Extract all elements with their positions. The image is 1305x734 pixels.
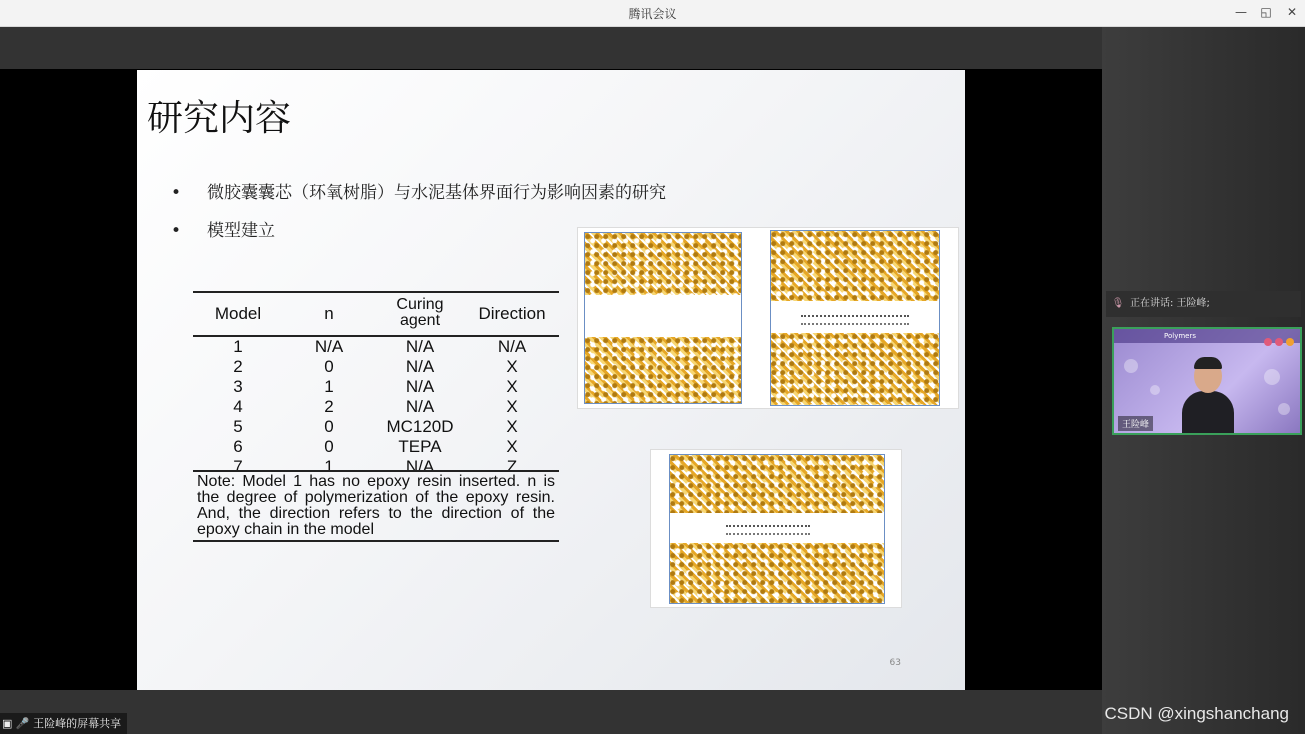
- table-cell: 0: [324, 357, 334, 376]
- bullet-text: 模型建立: [207, 221, 275, 241]
- screen-share-indicator[interactable]: [0, 713, 127, 734]
- cement-layer: [585, 233, 741, 295]
- close-icon[interactable]: ✕: [1286, 5, 1298, 19]
- cement-layer: [670, 543, 884, 603]
- table-row: [193, 417, 559, 437]
- table-cell: 1: [324, 377, 334, 396]
- top-strip: [0, 27, 1102, 69]
- table-cell: 2: [233, 357, 243, 376]
- table-cell: N/A: [314, 337, 344, 356]
- table-cell: 4: [233, 397, 243, 416]
- status-dot-icon: [1264, 338, 1272, 346]
- background-molecule-node: [1124, 359, 1138, 373]
- participant-video-tile[interactable]: [1112, 327, 1302, 435]
- bullet-dot-icon: •: [171, 221, 182, 241]
- cement-layer: [771, 333, 939, 405]
- bullet-text: 微胶囊囊芯（环氧树脂）与水泥基体界面行为影响因素的研究: [207, 183, 666, 203]
- molecular-model-image-bottom: [650, 449, 902, 608]
- table-row: [193, 336, 559, 357]
- molecular-model-image-top: [577, 227, 959, 409]
- person-body: [1182, 391, 1234, 433]
- window-titlebar: [0, 0, 1305, 27]
- participant-avatar: [1182, 359, 1234, 433]
- participant-name: 王险峰: [1118, 416, 1153, 431]
- shared-screen-area: [0, 27, 1102, 734]
- table-cell: X: [506, 357, 518, 376]
- column-header: Direction: [465, 292, 559, 336]
- table-cell: 3: [233, 377, 243, 396]
- column-header: Model: [193, 292, 283, 336]
- table-cell: N/A: [405, 337, 435, 356]
- background-molecule-node: [1278, 403, 1290, 415]
- table-cell: X: [506, 437, 518, 456]
- table-cell: X: [506, 377, 518, 396]
- table-cell: X: [506, 417, 518, 436]
- table-cell: 5: [233, 417, 243, 436]
- table-cell: N/A: [405, 397, 435, 416]
- bullet-item: [171, 216, 275, 241]
- background-molecule-node: [1150, 385, 1160, 395]
- table-row: [193, 397, 559, 417]
- table-cell: 7: [233, 457, 243, 476]
- table-cell: MC120D: [386, 417, 454, 436]
- epoxy-chain: [726, 525, 810, 535]
- model-box-empty: [584, 232, 742, 404]
- table-cell: N/A: [405, 377, 435, 396]
- table-cell: X: [506, 397, 518, 416]
- participant-sidebar: [1102, 27, 1305, 734]
- table-cell: N/A: [405, 357, 435, 376]
- table-cell: 6: [233, 437, 243, 456]
- presentation-slide: [137, 70, 965, 690]
- person-hair: [1194, 357, 1222, 369]
- table-header-row: [193, 292, 559, 336]
- cement-layer: [771, 231, 939, 301]
- microphone-icon: 🎤: [15, 717, 30, 730]
- background-molecule-node: [1264, 369, 1280, 385]
- speaking-label: 正在讲话: 王险峰;: [1130, 298, 1210, 309]
- model-box-z-direction: [669, 454, 885, 604]
- bullet-item: [171, 178, 666, 203]
- slide-title: 研究内容: [147, 98, 292, 139]
- table-cell: Z: [506, 457, 518, 476]
- slide-page-number: 63: [889, 658, 901, 668]
- status-dot-icon: [1286, 338, 1294, 346]
- microphone-icon: 🎙: [1111, 298, 1125, 309]
- epoxy-chain: [801, 315, 909, 325]
- table-cell: 0: [324, 417, 334, 436]
- table-row: [193, 357, 559, 377]
- column-header: n: [283, 292, 375, 336]
- table-cell: 1: [324, 457, 334, 476]
- model-box-with-epoxy: [770, 230, 940, 406]
- table-cell: N/A: [497, 337, 527, 356]
- column-header: Curing agent: [375, 292, 465, 336]
- window-title: 腾讯会议: [628, 7, 677, 21]
- screen-share-label: 王险峰的屏幕共享: [33, 717, 122, 730]
- table-row: [193, 377, 559, 397]
- restore-icon[interactable]: ◱: [1260, 5, 1272, 19]
- bullet-dot-icon: •: [171, 183, 182, 203]
- screen-icon: ▣: [2, 717, 13, 730]
- cement-layer: [670, 455, 884, 513]
- table-cell: N/A: [405, 457, 435, 476]
- table-cell: 0: [324, 437, 334, 456]
- cement-layer: [585, 337, 741, 403]
- table-cell: 1: [233, 337, 243, 356]
- table-cell: 2: [324, 397, 334, 416]
- model-table: [193, 291, 559, 477]
- virtual-background-banner: Polymers: [1114, 329, 1300, 343]
- active-speaker-bar: [1106, 291, 1301, 317]
- minimize-icon[interactable]: —: [1235, 5, 1247, 19]
- csdn-watermark: CSDN @xingshanchang: [1104, 704, 1289, 723]
- bottom-strip: [0, 690, 1102, 734]
- table-cell: TEPA: [398, 437, 442, 456]
- banner-dots: [1261, 331, 1294, 350]
- status-dot-icon: [1275, 338, 1283, 346]
- table-note: Note: Model 1 has no epoxy resin inserted. n is the degree of polymerization of the epoxy resin. And, the direction refers to the direction of the epoxy chain in the model: [193, 470, 559, 542]
- table-row: [193, 437, 559, 457]
